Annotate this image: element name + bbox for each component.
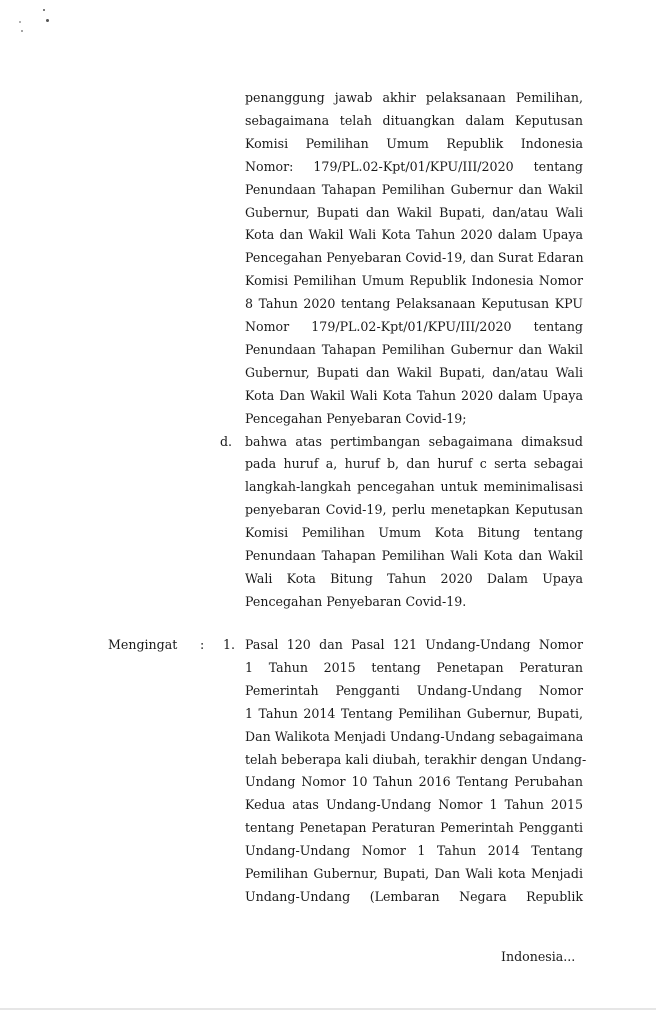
item-d-line: Komisi Pemilihan Umum Kota Bitung tentang [245, 525, 583, 541]
section-colon: : [200, 637, 205, 652]
paragraph-line: Nomor: 179/PL.02-Kpt/01/KPU/III/2020 tentang [245, 158, 583, 174]
item-d-line: pada huruf a, huruf b, dan huruf c serta sebagai [245, 456, 583, 472]
mengingat-item-1-line: 1 Tahun 2015 tentang Penetapan Peraturan [245, 659, 583, 675]
mengingat-item-1-line: Undang-Undang Nomor 1 Tahun 2014 Tentang [245, 843, 583, 859]
item-d-line: Pencegahan Penyebaran Covid-19. [245, 593, 467, 609]
item-d-line: langkah-langkah pencegahan untuk meminimalisasi [245, 479, 583, 495]
paragraph-line: Pencegahan Penyebaran Covid-19; [245, 410, 467, 426]
mengingat-item-1-line: Pemilihan Gubernur, Bupati, Dan Wali kota Menjadi [245, 866, 583, 881]
item-d-line: penyebaran Covid-19, perlu menetapkan Keputusan [245, 502, 583, 518]
paragraph-line: Nomor 179/PL.02-Kpt/01/KPU/III/2020 tentang [245, 319, 583, 334]
mengingat-item-1-line: Kedua atas Undang-Undang Nomor 1 Tahun 2015 [245, 797, 583, 813]
item-d-line: Wali Kota Bitung Tahun 2020 Dalam Upaya [245, 570, 583, 586]
mengingat-item-1-line: Undang Nomor 10 Tahun 2016 Tentang Perubahan [245, 774, 583, 790]
paragraph-line: sebagaimana telah dituangkan dalam Keputusan [245, 112, 583, 128]
paragraph-line: Gubernur, Bupati dan Wakil Bupati, dan/atau Wali [245, 364, 583, 380]
mengingat-item-1-line: Undang-Undang (Lembaran Negara Republik [245, 888, 583, 904]
paragraph-line: Komisi Pemilihan Umum Republik Indonesia Nomor [245, 273, 583, 289]
list-marker-d: d. [220, 433, 233, 449]
paragraph-line: Penundaan Tahapan Pemilihan Gubernur dan Wakil [245, 341, 583, 357]
mengingat-item-1-line: 1 Tahun 2014 Tentang Pemilihan Gubernur, Bupati, [245, 705, 583, 721]
mengingat-item-1-line: Dan Walikota Menjadi Undang-Undang sebagaimana [245, 728, 584, 744]
mengingat-item-1-line: tentang Penetapan Peraturan Pemerintah Pengganti [245, 820, 583, 836]
item-d-line: Penundaan Tahapan Pemilihan Wali Kota dan Wakil [245, 548, 583, 563]
section-label-mengingat: Mengingat [108, 637, 178, 652]
paragraph-line: Penundaan Tahapan Pemilihan Gubernur dan Wakil [245, 181, 583, 197]
paragraph-line: Gubernur, Bupati dan Wakil Bupati, dan/atau Wali [245, 204, 583, 220]
paragraph-line: 8 Tahun 2020 tentang Pelaksanaan Keputusan KPU [245, 296, 583, 312]
mengingat-item-1-line: telah beberapa kali diubah, terakhir dengan Undang- [245, 751, 587, 767]
paragraph-line: penanggung jawab akhir pelaksanaan Pemilihan, [245, 90, 583, 105]
footer-catchword: Indonesia... [501, 949, 576, 964]
mengingat-item-1-line: Pasal 120 dan Pasal 121 Undang-Undang Nomor [245, 637, 583, 652]
paragraph-line: Kota Dan Wakil Wali Kota Tahun 2020 dalam Upaya [245, 387, 583, 403]
paragraph-line: Kota dan Wakil Wali Kota Tahun 2020 dalam Upaya [245, 227, 583, 243]
paragraph-line: Pencegahan Penyebaran Covid-19, dan Surat Edaran [245, 250, 584, 266]
scan-specks [0, 0, 60, 40]
list-marker-1: 1. [223, 637, 236, 652]
paragraph-line: Komisi Pemilihan Umum Republik Indonesia [245, 135, 583, 151]
item-d-line: bahwa atas pertimbangan sebagaimana dimaksud [245, 433, 583, 449]
mengingat-item-1-line: Pemerintah Pengganti Undang-Undang Nomor [245, 682, 583, 698]
